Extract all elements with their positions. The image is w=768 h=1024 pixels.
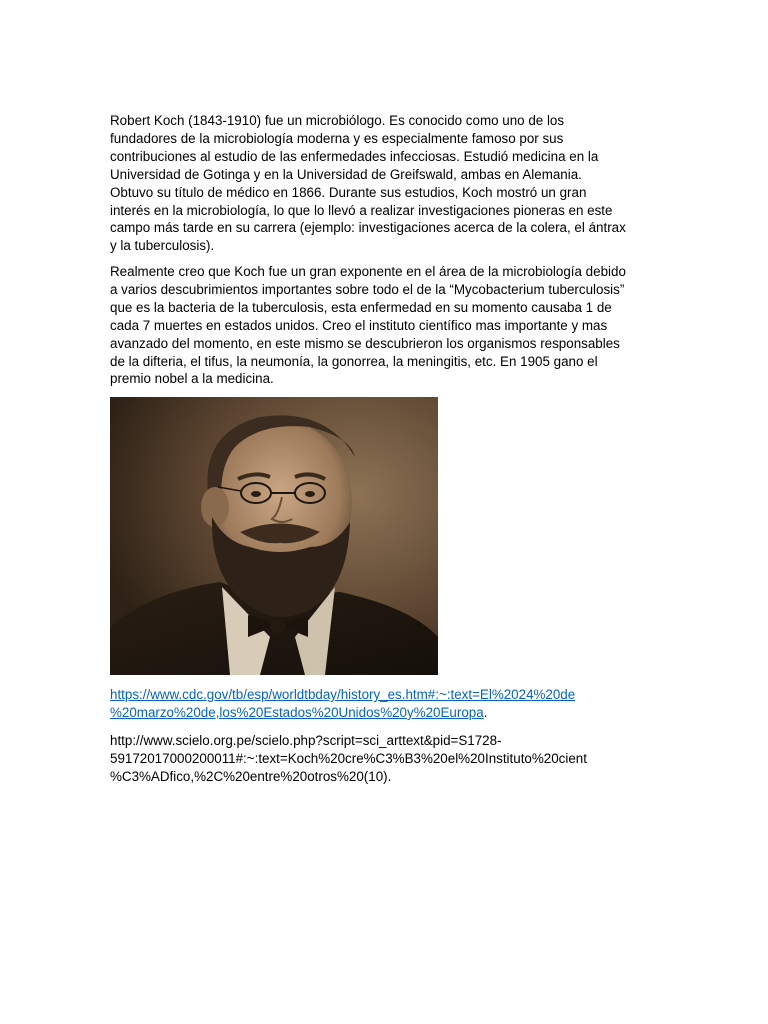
text-line: a varios descubrimientos importantes sobre todo el de la “Mycobacterium tuberculosis” [110,281,625,297]
reference-period: . [483,704,488,720]
text-line: premio nobel a la medicina. [110,371,274,387]
cdc-link[interactable]: https://www.cdc.gov/tb/esp/worldtbday/history_es.htm#:~:text=El%2024%20de [110,687,576,702]
robert-koch-portrait [110,397,438,675]
text-line: cada 7 muertes en estados unidos. Creo el instituto científico mas importante y mas [110,317,608,333]
reference-line [110,704,660,722]
reference-line: 59172017000200011#:~:text=Koch%20cre%C3%B3%20el%20Instituto%20cient [110,750,587,766]
text-line: Obtuvo su título de médico en 1866. Durante sus estudios, Koch mostró un gran [110,184,587,200]
text-line: Realmente creo que Koch fue un gran exponente en el área de la microbiología debido [110,264,626,279]
text-line: fundadores de la microbiología moderna y es especialmente famoso por sus [110,130,564,146]
text-line: interés en la microbiología, lo que lo llevó a realizar investigaciones pioneras en este [110,202,613,218]
reference-cdc [110,686,660,722]
reference-scielo [110,732,660,786]
reference-line: %C3%ADfico,%2C%20entre%20otros%20(10). [110,768,392,784]
text-line: avanzado del momento, en este mismo se descubrieron los organismos responsables [110,335,620,351]
text-line: Universidad de Gotinga y en la Universidad de Greifswald, ambas en Alemania. [110,166,582,182]
reference-line: http://www.scielo.org.pe/scielo.php?script=sci_arttext&pid=S1728- [110,733,502,748]
cdc-link-continued[interactable]: %20marzo%20de,los%20Estados%20Unidos%20y%20Europa [110,704,484,720]
text-line: campo más tarde en su carrera (ejemplo: investigaciones acerca de la colera, el ántrax [110,220,626,236]
text-line: y la tuberculosis). [110,238,215,254]
reference-line [110,686,660,704]
text-line: Robert Koch (1843-1910) fue un microbiólogo. Es conocido como uno de los [110,113,565,128]
text-line: que es la bacteria de la tuberculosis, esta enfermedad en su momento causaba 1 de [110,299,612,315]
text-line: de la difteria, el tifus, la neumonía, la gonorrea, la meningitis, etc. En 1905 gano el [110,353,598,369]
biography-paragraph [110,112,660,255]
opinion-paragraph [110,263,660,388]
text-line: contribuciones al estudio de las enfermedades infecciosas. Estudió medicina en la [110,148,599,164]
